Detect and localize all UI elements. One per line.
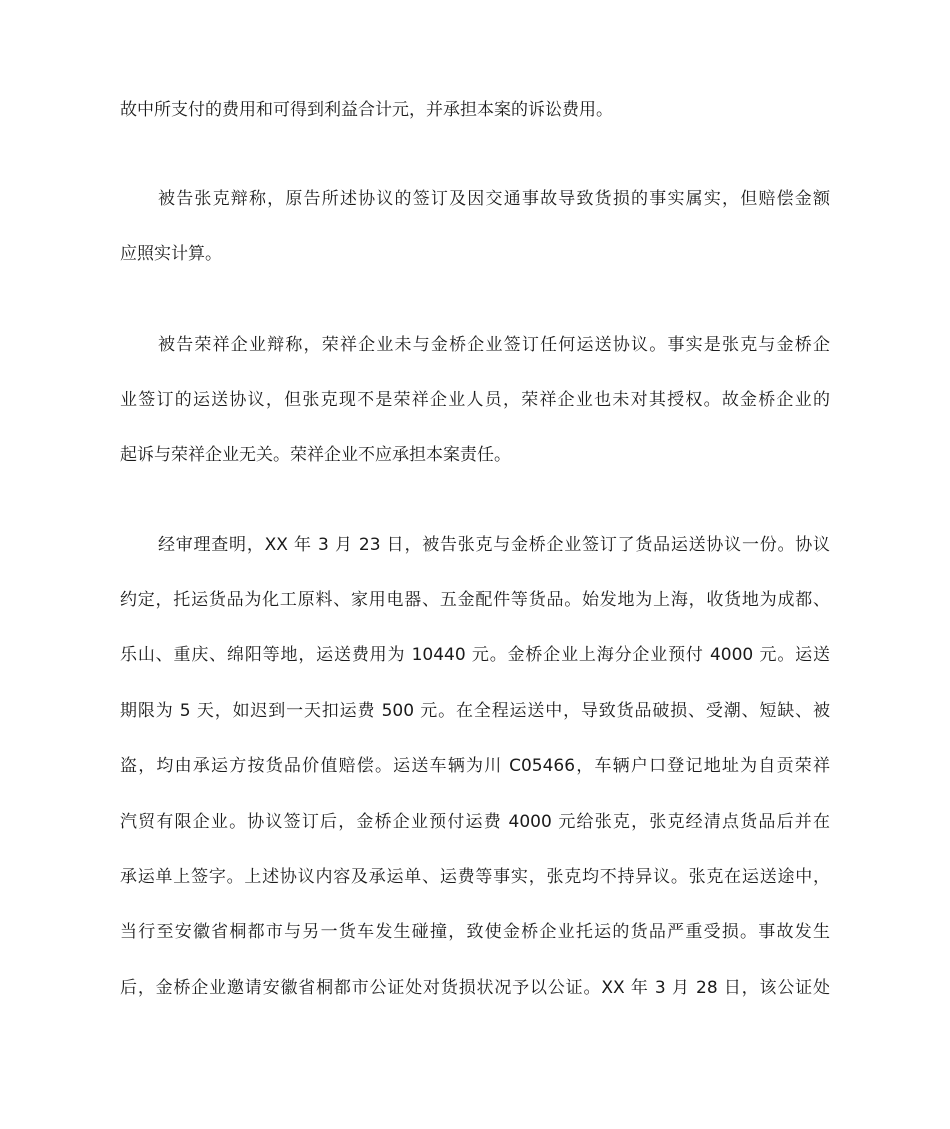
paragraph-line: 经审理查明，XX 年 3 月 23 日，被告张克与金桥企业签订了货品运送协议一份。协议 [158, 535, 830, 555]
paragraph-line: 后，金桥企业邀请安徽省桐都市公证处对货损状况予以公证。XX 年 3 月 28 日，该公证处 [120, 978, 830, 998]
paragraph-line: 期限为 5 天，如迟到一天扣运费 500 元。在全程运送中，导致货品破损、受潮、短缺、被 [120, 701, 830, 721]
paragraph-line: 被告荣祥企业辩称，荣祥企业未与金桥企业签订任何运送协议。事实是张克与金桥企 [158, 335, 830, 355]
paragraph-line: 故中所支付的费用和可得到利益合计元，并承担本案的诉讼费用。 [120, 100, 613, 120]
paragraph-line: 乐山、重庆、绵阳等地，运送费用为 10440 元。金桥企业上海分企业预付 4000 元。运送 [120, 645, 830, 665]
paragraph-line: 盗，均由承运方按货品价值赔偿。运送车辆为川 C05466，车辆户口登记地址为自贡荣祥 [120, 756, 830, 776]
paragraph-line: 汽贸有限企业。协议签订后，金桥企业预付运费 4000 元给张克，张克经清点货品后并在 [120, 812, 830, 832]
paragraph-line: 业签订的运送协议，但张克现不是荣祥企业人员，荣祥企业也未对其授权。故金桥企业的 [120, 390, 830, 410]
paragraph-line: 当行至安徽省桐都市与另一货车发生碰撞，致使金桥企业托运的货品严重受损。事故发生 [120, 922, 830, 942]
paragraph-line: 起诉与荣祥企业无关。荣祥企业不应承担本案责任。 [120, 445, 511, 465]
paragraph-line: 应照实计算。 [120, 244, 222, 264]
paragraph-line: 约定，托运货品为化工原料、家用电器、五金配件等货品。始发地为上海，收货地为成都、 [120, 590, 830, 610]
paragraph-line: 被告张克辩称，原告所述协议的签订及因交通事故导致货损的事实属实，但赔偿金额 [158, 189, 830, 209]
paragraph-line: 承运单上签字。上述协议内容及承运单、运费等事实，张克均不持异议。张克在运送途中， [120, 867, 830, 887]
